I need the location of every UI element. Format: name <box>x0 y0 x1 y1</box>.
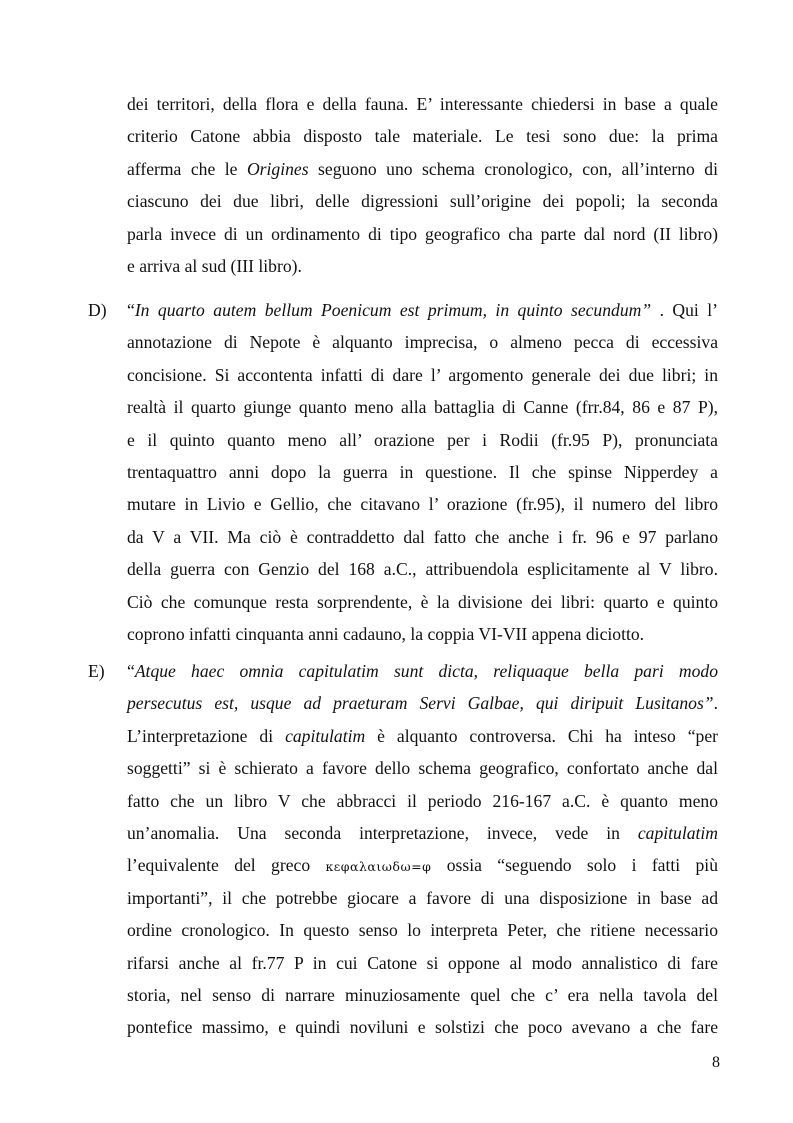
text-line: pontefice massimo, e quindi noviluni e solstizi che poco avevano a che fare <box>127 1017 718 1038</box>
text-line: annotazione di Nepote è alquanto imprecisa, o almeno pecca di eccessiva <box>127 332 718 353</box>
text-line: dei territori, della flora e della fauna. E’ interessante chiedersi in base a quale <box>127 94 718 114</box>
text-run: L’interpretazione di <box>127 725 286 746</box>
text-run: “ <box>127 300 135 320</box>
latin-quote: Atque haec omnia capitulatim sunt dicta, reliquaque bella pari modo <box>134 661 718 681</box>
text-run: ossia “seguendo solo i fatti più <box>431 855 718 876</box>
text-line: soggetti” si è schierato a favore dello schema geografico, confortato anche dal <box>127 758 718 779</box>
text-line: criterio Catone abbia disposto tale materiale. Le tesi sono due: la prima <box>127 126 718 147</box>
text-line: importanti”, il che potrebbe giocare a favore di una disposizione in base ad <box>127 887 718 908</box>
text-line: mutare in Livio e Gellio, che citavano l’ orazione (fr.95), il numero del libro <box>127 494 718 515</box>
text-line: e il quinto quanto meno all’ orazione per i Rodii (fr.95 P), pronunciata <box>127 429 718 450</box>
text-run: “ <box>127 661 135 681</box>
text-run: un’anomalia. Una seconda interpretazione, invece, vede in <box>127 823 638 843</box>
text-line <box>127 849 718 881</box>
text-line: ordine cronologico. In questo senso lo interpreta Peter, che ritiene necessario <box>127 920 718 941</box>
italic-term: capitulatim <box>637 823 718 843</box>
text-line: e arriva al sud (III libro). <box>127 256 302 276</box>
list-marker: E) <box>88 661 105 681</box>
text-run: . <box>713 693 718 714</box>
text-run: afferma che le <box>127 158 247 179</box>
text-line: coprono infatti cinquanta anni cadauno, la coppia VI-VII appena diciotto. <box>127 624 645 644</box>
text-line <box>127 817 718 849</box>
text-line: concisione. Si accontenta infatti di dare l’ argomento generale dei due libri; in <box>127 364 718 385</box>
text-line: parla invece di un ordinamento di tipo geografico cha parte dal nord (II libro) <box>127 223 718 244</box>
text-line <box>127 153 718 185</box>
text-line: trentaquattro anni dopo la guerra in questione. Il che spinse Nipperdey a <box>127 462 718 482</box>
text-run: . Qui l’ <box>651 300 719 320</box>
italic-term: Origines <box>246 158 309 179</box>
text-line: fatto che un libro V che abbracci il periodo 216-167 a.C. è quanto meno <box>127 790 718 811</box>
italic-term: capitulatim <box>285 725 366 746</box>
text-line <box>127 655 718 687</box>
latin-quote: In quarto autem bellum Poenicum est primum, in quinto secundum” <box>134 300 652 320</box>
text-line <box>127 720 718 752</box>
list-marker: D) <box>88 300 107 320</box>
text-line <box>127 294 718 326</box>
text-line <box>127 687 718 719</box>
text-line: Ciò che comunque resta sorprendente, è la divisione dei libri: quarto e quinto <box>127 591 718 612</box>
text-line: della guerra con Genzio del 168 a.C., attribuendola esplicitamente al V libro. <box>127 559 718 580</box>
text-line: da V a VII. Ma ciò è contraddetto dal fatto che anche i fr. 96 e 97 parlano <box>127 526 718 547</box>
text-run: l’equivalente del greco <box>127 855 326 876</box>
text-line: ciascuno dei due libri, delle digressioni sull’origine dei popoli; la seconda <box>127 191 718 212</box>
text-line: rifarsi anche al fr.77 P in cui Catone si oppone al modo annalistico di fare <box>127 952 718 973</box>
text-line: storia, nel senso di narrare minuziosamente quel che c’ era nella tavola del <box>127 985 718 1005</box>
text-run: è alquanto controversa. Chi ha inteso “per <box>365 725 718 746</box>
greek-term: κεφαλαιωδω=φ <box>325 859 432 875</box>
latin-quote: persecutus est, usque ad praeturam Servi Galbae, qui diripuit Lusitanos” <box>127 693 714 714</box>
page-number: 8 <box>712 1054 720 1071</box>
text-line: realtà il quarto giunge quanto meno alla battaglia di Canne (frr.84, 86 e 87 P), <box>127 397 718 418</box>
text-run: seguono uno schema cronologico, con, all’interno di <box>308 158 718 179</box>
